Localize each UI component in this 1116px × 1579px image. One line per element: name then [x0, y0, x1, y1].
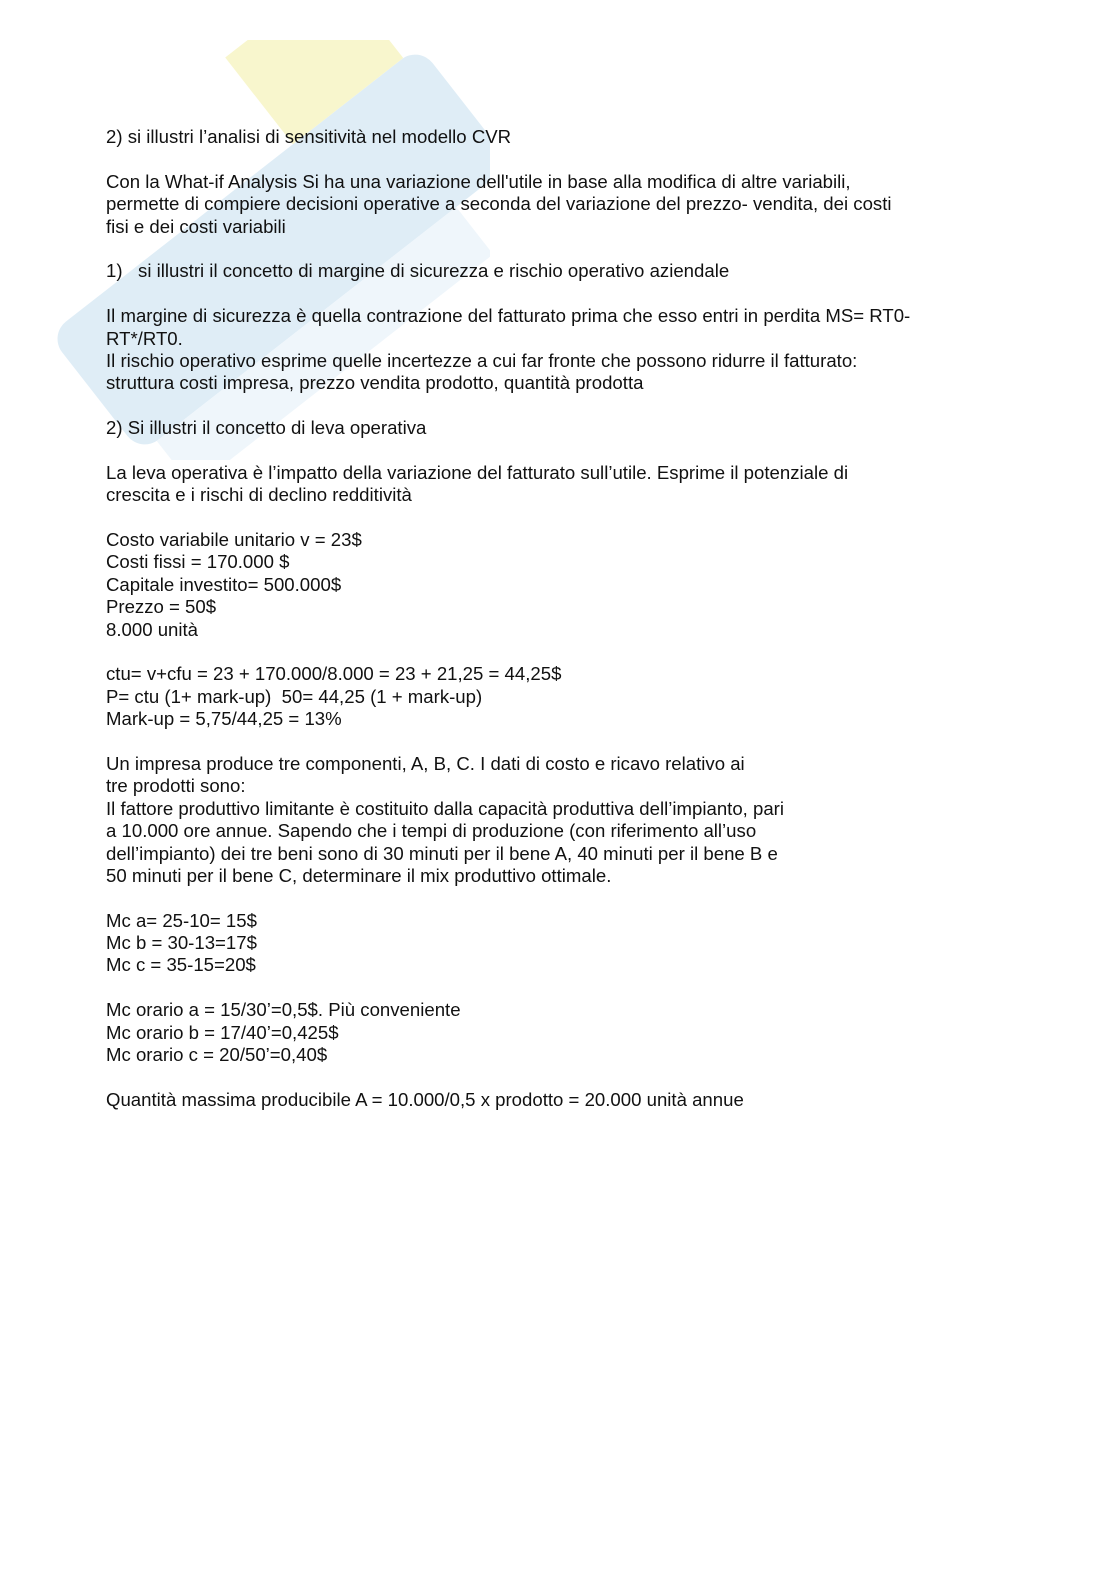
paragraph-gap: [106, 731, 1006, 753]
text-line: 2) Si illustri il concetto di leva operativa: [106, 417, 427, 439]
text-line: Mc orario b = 17/40’=0,425$: [106, 1021, 339, 1043]
paragraph-gap: [106, 283, 1006, 305]
paragraph: [106, 260, 1006, 282]
text-line: struttura costi impresa, prezzo vendita prodotto, quantità prodotta: [106, 372, 644, 394]
text-line: Il margine di sicurezza è quella contrazione del fatturato prima che esso entri in perdita MS= RT0-: [106, 305, 911, 327]
text-line: Prezzo = 50$: [106, 596, 217, 618]
paragraph: [106, 126, 1006, 148]
text-line: a 10.000 ore annue. Sapendo che i tempi di produzione (con riferimento all’uso: [106, 820, 757, 842]
text-line: P= ctu (1+ mark-up) 50= 44,25 (1 + mark-up): [106, 685, 483, 707]
text-line: dell’impianto) dei tre beni sono di 30 minuti per il bene A, 40 minuti per il bene B e: [106, 842, 778, 864]
paragraph: [106, 999, 1006, 1066]
paragraph-gap: [106, 641, 1006, 663]
text-line: Mc c = 35-15=20$: [106, 954, 256, 976]
paragraph: [106, 305, 1006, 395]
text-line: Il rischio operativo esprime quelle incertezze a cui far fronte che possono ridurre il fatturato:: [106, 349, 858, 371]
text-line: Con la What-if Analysis Si ha una variazione dell'utile in base alla modifica di altre variabili,: [106, 170, 851, 192]
paragraph: [106, 529, 1006, 641]
paragraph-gap: [106, 148, 1006, 170]
paragraph: [106, 663, 1006, 730]
paragraph: [106, 462, 1006, 507]
paragraph-gap: [106, 1066, 1006, 1088]
paragraph: [106, 417, 1006, 439]
document-body: [106, 126, 1006, 1111]
paragraph-gap: [106, 507, 1006, 529]
paragraph: [106, 753, 1006, 887]
text-line: Capitale investito= 500.000$: [106, 573, 342, 595]
text-line: 8.000 unità: [106, 618, 199, 640]
text-line: La leva operativa è l’impatto della variazione del fatturato sull’utile. Esprime il potenziale di: [106, 461, 849, 483]
text-line: Costi fissi = 170.000 $: [106, 551, 290, 573]
text-line: Costo variabile unitario v = 23$: [106, 529, 362, 551]
paragraph-gap: [106, 395, 1006, 417]
text-line: Mc b = 30-13=17$: [106, 932, 257, 954]
text-line: tre prodotti sono:: [106, 775, 246, 797]
text-line: 1) si illustri il concetto di margine di sicurezza e rischio operativo aziendale: [106, 260, 730, 282]
text-line: RT*/RT0.: [106, 327, 183, 349]
text-line: Quantità massima producibile A = 10.000/0,5 x prodotto = 20.000 unità annue: [106, 1088, 744, 1110]
text-line: Un impresa produce tre componenti, A, B, C. I dati di costo e ricavo relativo ai: [106, 752, 745, 774]
paragraph-gap: [106, 977, 1006, 999]
text-line: Mark-up = 5,75/44,25 = 13%: [106, 708, 342, 730]
text-line: 50 minuti per il bene C, determinare il mix produttivo ottimale.: [106, 864, 612, 886]
text-line: crescita e i rischi di declino redditività: [106, 484, 412, 506]
text-line: permette di compiere decisioni operative a seconda del variazione del prezzo- vendita, dei costi: [106, 193, 892, 215]
text-line: Mc orario c = 20/50’=0,40$: [106, 1044, 328, 1066]
paragraph-gap: [106, 439, 1006, 461]
text-line: Il fattore produttivo limitante è costituito dalla capacità produttiva dell’impianto, pari: [106, 797, 784, 819]
paragraph: [106, 171, 1006, 238]
text-line: ctu= v+cfu = 23 + 170.000/8.000 = 23 + 21,25 = 44,25$: [106, 663, 562, 685]
paragraph: [106, 910, 1006, 977]
text-line: fisi e dei costi variabili: [106, 215, 286, 237]
paragraph-gap: [106, 238, 1006, 260]
text-line: Mc a= 25-10= 15$: [106, 909, 257, 931]
paragraph: [106, 1089, 1006, 1111]
text-line: Mc orario a = 15/30’=0,5$. Più conveniente: [106, 999, 461, 1021]
text-line: 2) si illustri l’analisi di sensitività nel modello CVR: [106, 126, 512, 147]
paragraph-gap: [106, 887, 1006, 909]
